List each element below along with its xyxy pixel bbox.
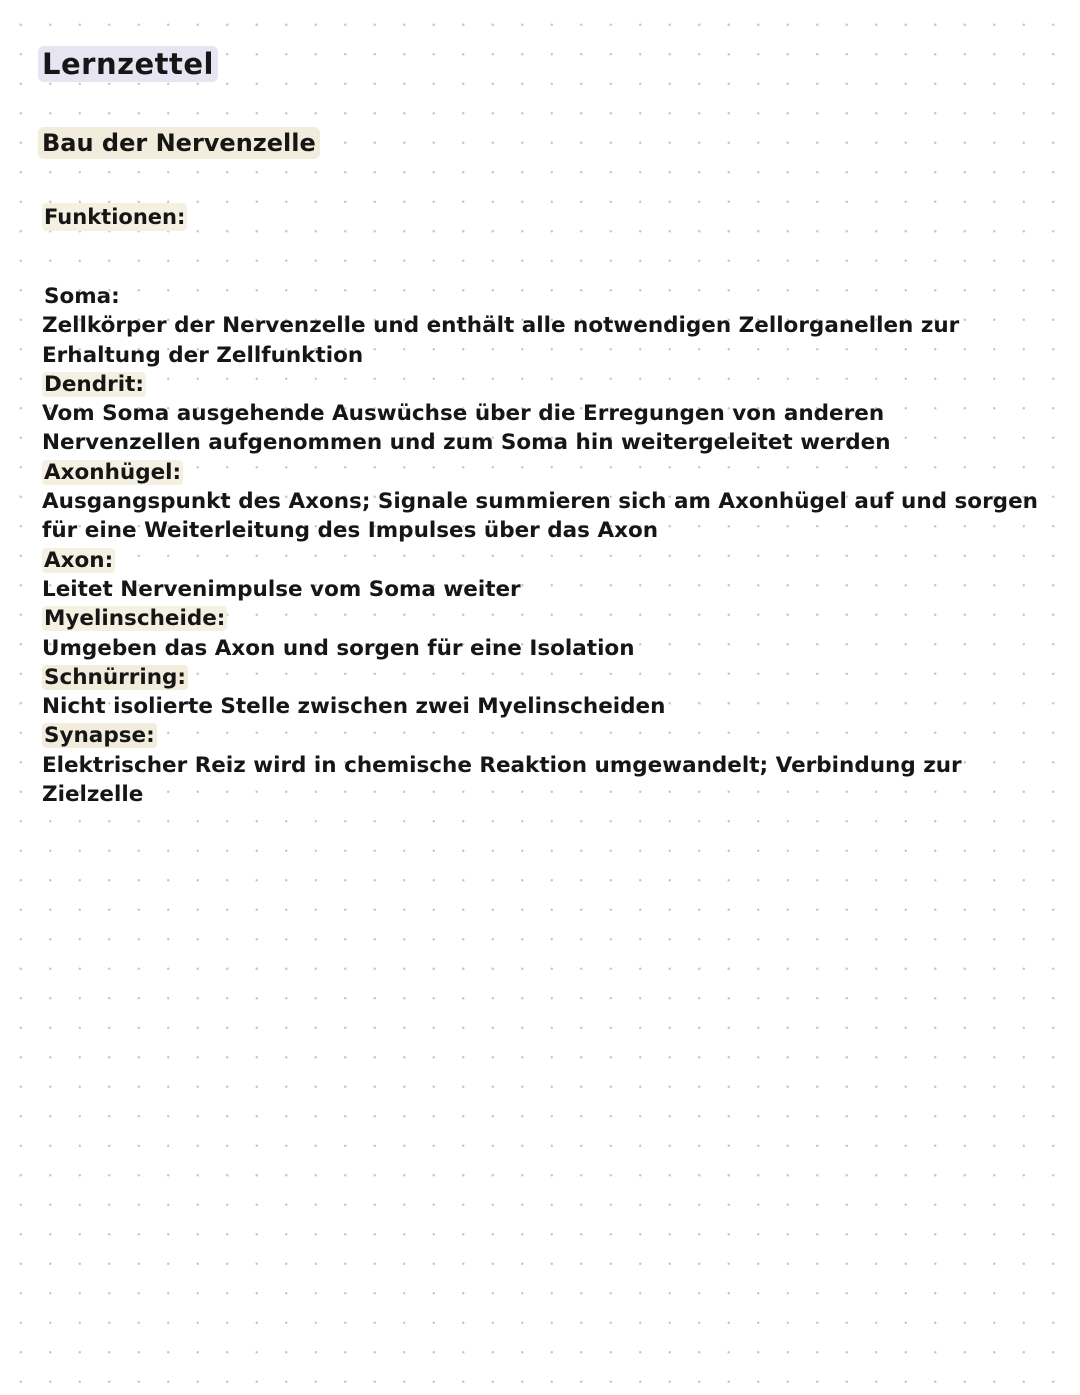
desc-axonhuegel: Ausgangspunkt des Axons; Signale summieren sich am Axonhügel auf und sorgen für eine Weiterleitung des Impulses über das Axon [42, 489, 1038, 544]
subsection-label: Funktionen: [44, 205, 186, 229]
desc-synapse: Elektrischer Reiz wird in chemische Reaktion umgewandelt; Verbindung zur Zielzelle [42, 752, 962, 808]
function-list [42, 282, 1042, 809]
page-title: Lernzettel [38, 46, 218, 82]
desc-myelinscheide: Umgeben das Axon und sorgen für eine Isolation [42, 635, 635, 661]
desc-schnuerring: Nicht isolierte Stelle zwischen zwei Myelinscheiden [42, 694, 666, 720]
term-soma: Soma: [44, 284, 120, 309]
term-axonhuegel: Axonhügel: [44, 459, 182, 485]
desc-soma: Zellkörper der Nervenzelle und enthält alle notwendigen Zellorganellen zur Erhaltung der Zellfunktion [42, 313, 960, 368]
term-synapse: Synapse: [44, 723, 155, 749]
desc-dendrit: Vom Soma ausgehende Auswüchse über die Erregungen von anderen Nervenzellen aufgenommen und zum Soma hin weitergeleitet werden [42, 401, 891, 456]
term-axon: Axon: [44, 547, 114, 573]
section-heading: Bau der Nervenzelle [38, 127, 320, 159]
term-dendrit: Dendrit: [44, 371, 144, 397]
term-myelinscheide: Myelinscheide: [44, 606, 226, 632]
term-schnuerring: Schnürring: [44, 664, 187, 690]
desc-axon: Leitet Nervenimpulse vom Soma weiter [42, 576, 521, 602]
